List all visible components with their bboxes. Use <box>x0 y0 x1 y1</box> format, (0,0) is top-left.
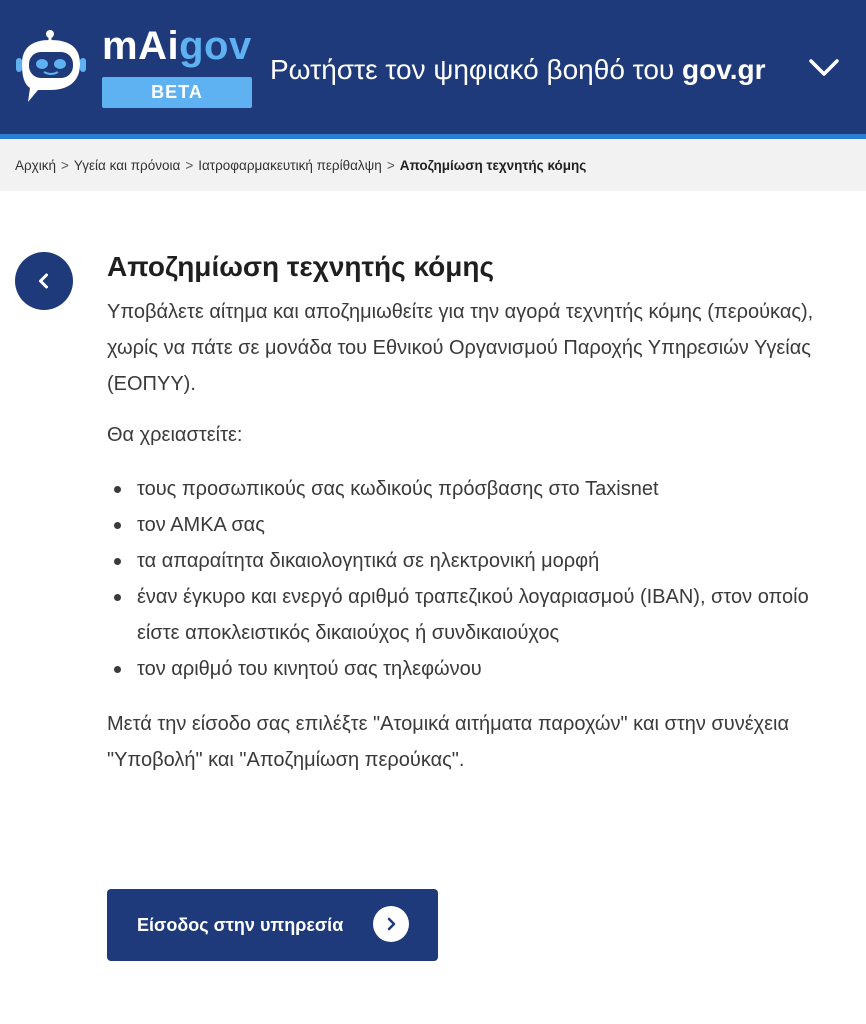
back-button[interactable] <box>15 252 73 310</box>
chevron-left-icon <box>34 271 54 291</box>
breadcrumb-separator: > <box>386 157 395 173</box>
beta-badge: BETA <box>102 77 252 108</box>
breadcrumb <box>0 139 866 191</box>
chevron-down-icon[interactable] <box>807 56 841 80</box>
requirements-list <box>107 471 837 687</box>
brand-prefix: mAi <box>102 24 180 68</box>
service-description: Υποβάλετε αίτημα και αποζημιωθείτε για την αγορά τεχνητής κόμης (περούκας), χωρίς να πάτε σε μονάδα του Εθνικού Οργανισμού Παροχής Υπηρεσιών Υγείας (ΕΟΠΥΥ). <box>107 301 814 395</box>
list-item: τον αριθμό του κινητού σας τηλεφώνου <box>107 651 837 687</box>
chevron-right-icon <box>383 916 399 932</box>
enter-service-label: Είσοδος στην υπηρεσία <box>137 914 344 935</box>
list-item: έναν έγκυρο και ενεργό αριθμό τραπεζικού λογαριασμού (IBAN), στον οποίο είστε αποκλειστικός δικαιούχος ή συνδικαιούχος <box>107 579 837 651</box>
brand-suffix: gov <box>179 24 252 68</box>
list-item: τα απαραίτητα δικαιολογητικά σε ηλεκτρονική μορφή <box>107 543 837 579</box>
breadcrumb-link-home[interactable]: Αρχική <box>15 157 57 173</box>
breadcrumb-separator: > <box>61 157 69 173</box>
chevron-right-circle-icon[interactable] <box>373 906 409 942</box>
list-item: τον ΑΜΚΑ σας <box>107 507 837 543</box>
login-instructions: Μετά την είσοδο σας επιλέξτε "Ατομικά αιτήματα παροχών" και στην συνέχεια "Υποβολή" και "Αποζημίωση περούκας". <box>107 713 790 771</box>
requirements-heading: Θα χρειαστείτε: <box>107 424 243 446</box>
brand-logo-text[interactable] <box>102 24 252 68</box>
list-item: τους προσωπικούς σας κωδικούς πρόσβασης στο Taxisnet <box>107 471 837 507</box>
breadcrumb-link-health[interactable]: Υγεία και πρόνοια <box>73 157 181 173</box>
assistant-prompt-text: Ρωτήστε τον ψηφιακό βοηθό του <box>270 54 683 85</box>
main-content <box>107 246 837 778</box>
assistant-prompt-domain: gov.gr <box>682 54 766 85</box>
robot-chat-icon[interactable] <box>14 26 88 106</box>
breadcrumb-separator: > <box>185 157 194 173</box>
breadcrumb-link-medical-care[interactable]: Ιατροφαρμακευτική περίθαλψη <box>198 157 382 173</box>
breadcrumb-current: Αποζημίωση τεχνητής κόμης <box>399 157 587 173</box>
page-title: Αποζημίωση τεχνητής κόμης <box>107 251 495 282</box>
top-header <box>0 0 866 134</box>
assistant-prompt[interactable] <box>270 52 766 88</box>
